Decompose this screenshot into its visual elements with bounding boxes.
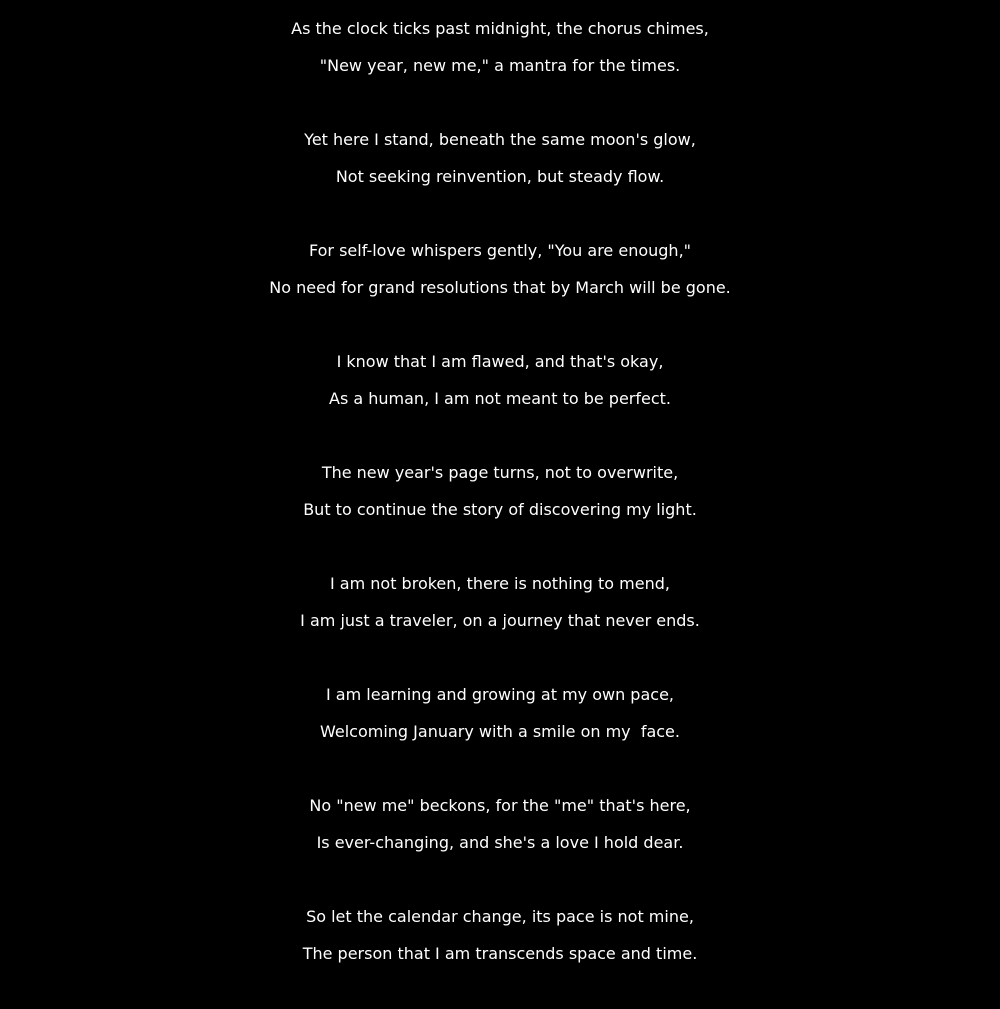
poem-text (0, 10, 1000, 1009)
poem-line: No "new me" beckons, for the "me" that's here, (309, 796, 691, 815)
poem-line: "New year, new me," a mantra for the times. (319, 56, 681, 75)
poem-line: I am just a traveler, on a journey that never ends. (300, 611, 700, 630)
poem-line: Not seeking reinvention, but steady flow. (335, 167, 665, 186)
poem-line: I am not broken, there is nothing to mend, (329, 574, 670, 593)
poem-line: So let the calendar change, its pace is not mine, (306, 907, 694, 926)
poem-line: The new year's page turns, not to overwrite, (321, 463, 679, 482)
poem-line: Welcoming January with a smile on my face. (320, 722, 680, 741)
stanza-8 (0, 787, 1000, 861)
poem-line: I am learning and growing at my own pace, (325, 685, 674, 704)
poem-line: No need for grand resolutions that by March will be gone. (269, 278, 731, 297)
stanza-4 (0, 343, 1000, 417)
stanza-7 (0, 676, 1000, 750)
poem-line: For self-love whispers gently, "You are enough," (308, 241, 692, 260)
stanza-9 (0, 898, 1000, 972)
stanza-3 (0, 232, 1000, 306)
poem-line: Is ever-changing, and she's a love I hold dear. (316, 833, 684, 852)
poem-line: But to continue the story of discovering my light. (303, 500, 697, 519)
poem-line: As the clock ticks past midnight, the chorus chimes, (291, 19, 709, 38)
poem-line: The person that I am transcends space and time. (302, 944, 698, 963)
poem-line: As a human, I am not meant to be perfect. (329, 389, 671, 408)
stanza-5 (0, 454, 1000, 528)
stanza-6 (0, 565, 1000, 639)
poem-line: Yet here I stand, beneath the same moon's glow, (304, 130, 696, 149)
poem-line: I know that I am flawed, and that's okay, (336, 352, 664, 371)
stanza-1 (0, 10, 1000, 84)
stanza-2 (0, 121, 1000, 195)
